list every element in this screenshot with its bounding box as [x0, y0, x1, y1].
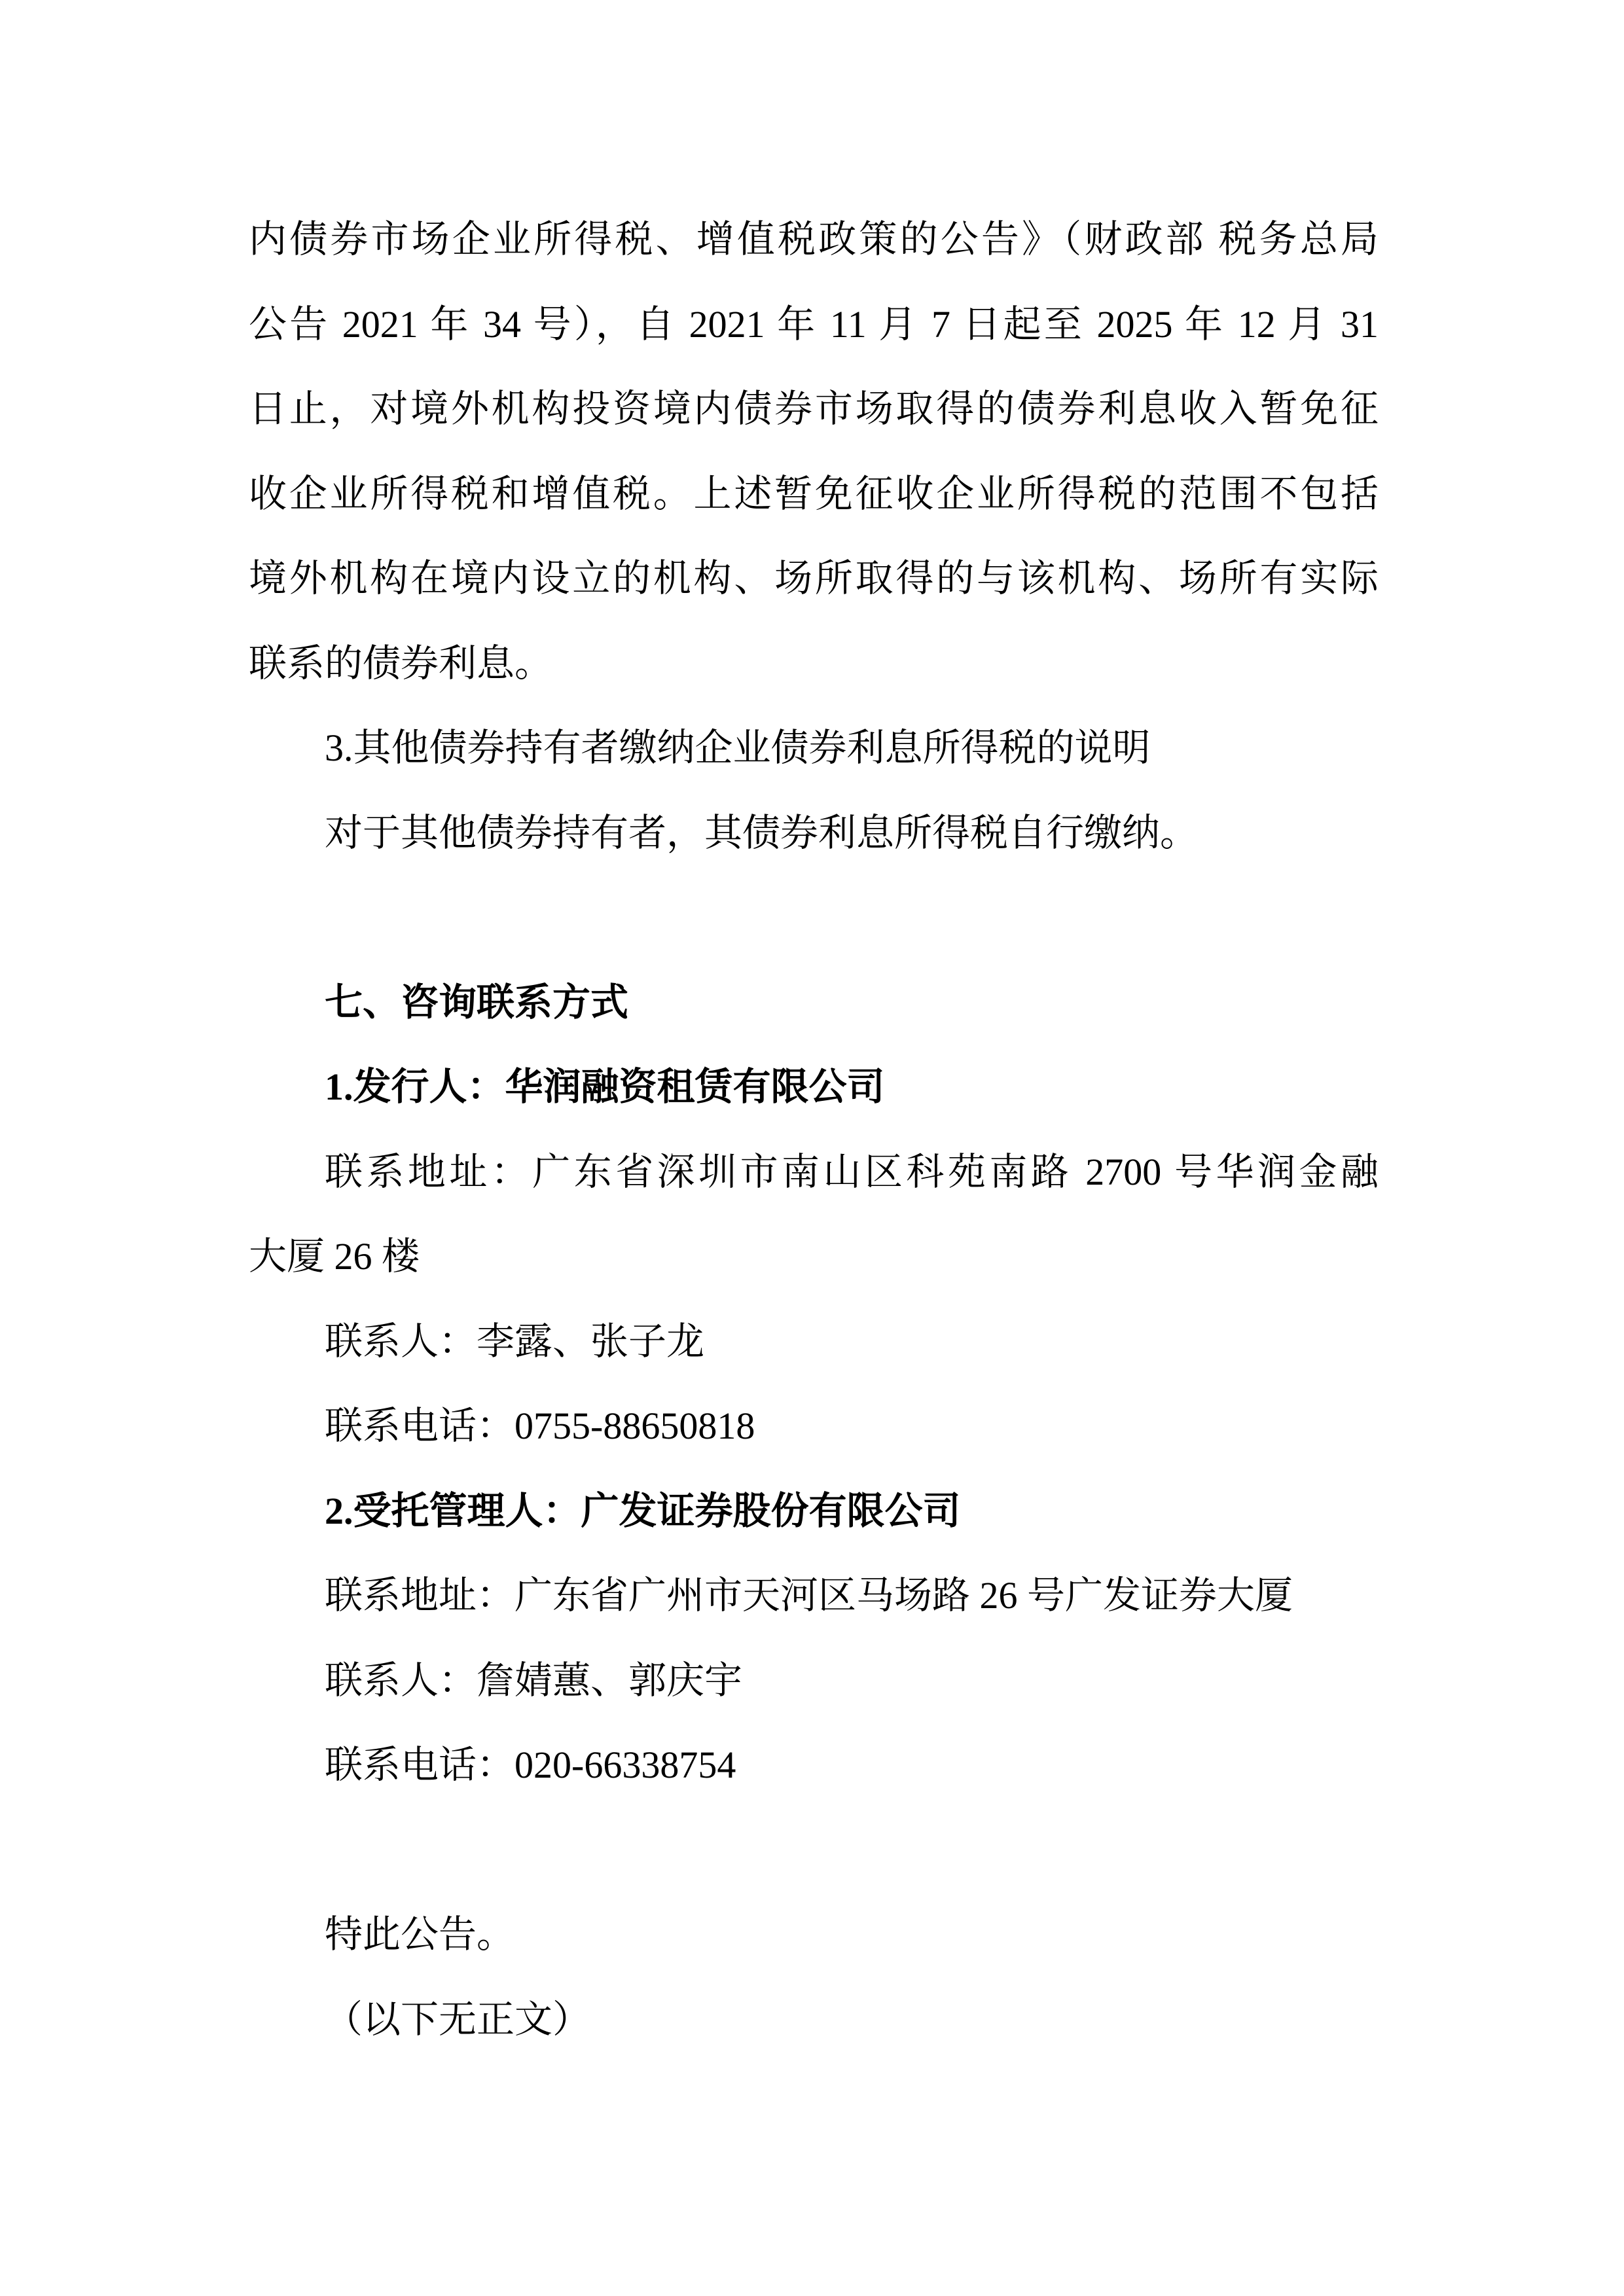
- text-line: 联系人：詹婧蕙、郭庆宇: [325, 1659, 743, 1702]
- text-line: 对于其他债券持有者，其债券利息所得税自行缴纳。: [325, 811, 1199, 854]
- text-line: 大厦 26 楼: [249, 1235, 420, 1278]
- text-line: 境外机构在境内设立的机构、场所取得的与该机构、场所有实际: [249, 557, 1379, 600]
- text-line: 特此公告。: [325, 1913, 515, 1956]
- text-line: 内债券市场企业所得税、增值税政策的公告》（财政部 税务总局: [249, 218, 1379, 260]
- text-line: 2.受托管理人：广发证券股份有限公司: [325, 1489, 961, 1532]
- text-line: 联系地址：广东省广州市天河区马场路 26 号广发证券大厦: [325, 1574, 1293, 1617]
- text-line: 七、咨询联系方式: [325, 980, 629, 1024]
- text-line: 收企业所得税和增值税。上述暂免征收企业所得税的范围不包括: [249, 472, 1379, 515]
- text-line: 联系的债券利息。: [249, 641, 553, 685]
- text-line: 3.其他债券持有者缴纳企业债券利息所得税的说明: [325, 726, 1151, 769]
- text-line: 联系电话：020-66338754: [325, 1744, 736, 1786]
- document-content: [249, 197, 1379, 2062]
- blank-line: [249, 875, 1379, 960]
- text-line: 联系地址：广东省深圳市南山区科苑南路 2700 号华润金融: [325, 1150, 1379, 1193]
- text-line: 联系人：李露、张子龙: [325, 1319, 705, 1363]
- text-line: 1.发行人：华润融资租赁有限公司: [325, 1066, 885, 1108]
- text-line: 公告 2021 年 34 号），自 2021 年 11 月 7 日起至 2025 年 12 月 31: [249, 302, 1379, 346]
- text-line: （以下无正文）: [325, 1998, 591, 2041]
- blank-line: [249, 1808, 1379, 1893]
- text-line: 日止，对境外机构投资境内债券市场取得的债券利息收入暂免征: [249, 387, 1379, 430]
- text-line: 联系电话：0755-88650818: [325, 1405, 755, 1447]
